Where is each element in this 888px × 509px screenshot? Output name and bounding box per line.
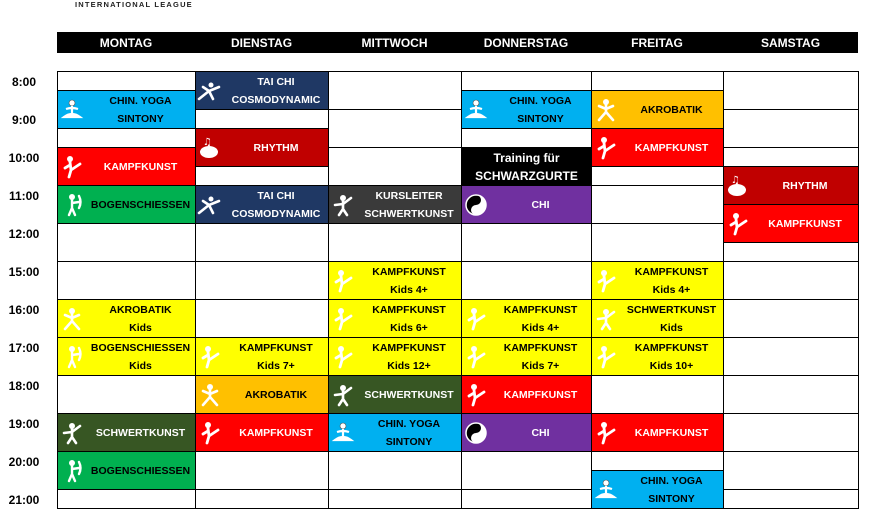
event-label — [620, 139, 723, 157]
day-header-mittwoch: MITTWOCH — [328, 32, 461, 53]
day-header-samstag: SAMSTAG — [723, 32, 858, 53]
event-subtitle: Kids 12+ — [387, 359, 431, 372]
event-title: Training für — [493, 150, 560, 165]
event-title: SCHWERTKUNST — [626, 303, 717, 316]
event-bogenschiessen — [57, 337, 196, 376]
event-label — [224, 187, 328, 223]
schedule-cell — [195, 489, 329, 509]
yoga-icon — [592, 471, 620, 508]
time-label: 16:00 — [8, 303, 40, 317]
event-title: AKROBATIK — [244, 388, 308, 401]
event-kampfkunst — [461, 299, 592, 338]
schedule-cell — [328, 489, 462, 509]
event-label — [490, 92, 591, 128]
schedule-cell — [723, 375, 859, 414]
event-title: SCHWERTKUNST — [364, 388, 454, 401]
svg-text:♫: ♫ — [203, 136, 212, 148]
event-akrobatik — [57, 299, 196, 338]
yinyang-icon — [462, 414, 490, 451]
kick-icon — [592, 338, 620, 375]
event-label — [224, 386, 328, 404]
schedule-cell — [723, 109, 859, 148]
schedule-cell — [57, 489, 196, 509]
schedule-cell — [328, 223, 462, 262]
schedule-cell — [723, 489, 859, 509]
event-subtitle: COSMODYNAMIC — [231, 93, 321, 106]
event-title: RHYTHM — [253, 141, 299, 154]
event-title: BOGENSCHIESSEN — [90, 464, 191, 477]
event-title: KAMPFKUNST — [503, 303, 578, 316]
event-kampfkunst — [328, 299, 462, 338]
event-label — [224, 73, 328, 109]
event-training-f-r — [461, 147, 592, 186]
event-title: RHYTHM — [782, 179, 828, 192]
schedule-cell — [591, 223, 724, 262]
archer-icon — [58, 186, 86, 223]
event-title: CHI — [531, 426, 550, 439]
taichi-icon — [196, 72, 224, 109]
schedule-cell — [57, 375, 196, 414]
event-subtitle: Kids 7+ — [257, 359, 295, 372]
event-label — [86, 158, 195, 176]
event-subtitle: Kids 6+ — [390, 321, 428, 334]
event-label — [357, 187, 461, 223]
kick-icon — [592, 262, 620, 299]
event-label — [86, 92, 195, 128]
event-chi — [461, 185, 592, 224]
event-title: KAMPFKUNST — [634, 141, 709, 154]
event-schwertkunst — [591, 299, 724, 338]
sword-icon — [329, 376, 357, 413]
time-label: 11:00 — [8, 189, 40, 203]
kick-icon — [58, 148, 86, 185]
event-title: TAI CHI — [257, 189, 295, 202]
schedule-cell — [195, 299, 329, 338]
event-title: KAMPFKUNST — [103, 160, 178, 173]
event-chin-yoga — [57, 90, 196, 129]
event-title: KAMPFKUNST — [503, 341, 578, 354]
event-bogenschiessen — [57, 185, 196, 224]
schedule-cell — [57, 223, 196, 262]
drum-icon — [196, 129, 224, 166]
time-label: 12:00 — [8, 227, 40, 241]
event-rhythm — [195, 128, 329, 167]
event-title: KAMPFKUNST — [634, 426, 709, 439]
event-subtitle: COSMODYNAMIC — [231, 207, 321, 220]
schedule-cell — [461, 223, 592, 262]
event-subtitle: Kids — [660, 321, 683, 334]
event-title: CHIN. YOGA — [509, 94, 572, 107]
day-header-montag: MONTAG — [57, 32, 195, 53]
event-label — [86, 424, 195, 442]
schedule-cell — [723, 337, 859, 376]
event-label — [620, 472, 723, 508]
event-subtitle: Kids — [129, 359, 152, 372]
day-header-dienstag: DIENSTAG — [195, 32, 328, 53]
event-label — [224, 339, 328, 375]
kick-icon — [462, 300, 490, 337]
kick-icon — [592, 129, 620, 166]
event-title: BOGENSCHIESSEN — [90, 341, 191, 354]
schedule-cell — [328, 109, 462, 148]
event-subtitle: SINTONY — [385, 435, 433, 448]
schedule-cell — [461, 489, 592, 509]
event-label — [752, 215, 858, 233]
event-kampfkunst — [723, 204, 859, 243]
event-label — [620, 263, 723, 299]
event-label — [357, 339, 461, 375]
event-kursleiter — [328, 185, 462, 224]
event-tai-chi — [195, 185, 329, 224]
schedule-cell — [723, 261, 859, 300]
yinyang-icon — [462, 186, 490, 223]
kick-icon — [592, 414, 620, 451]
event-kampfkunst — [591, 337, 724, 376]
schedule-cell — [591, 375, 724, 414]
event-label — [86, 462, 195, 480]
time-label: 17:00 — [8, 341, 40, 355]
event-label — [357, 386, 461, 404]
schedule-cell — [461, 451, 592, 490]
event-label — [620, 301, 723, 337]
event-akrobatik — [591, 90, 724, 129]
schedule-cell — [723, 299, 859, 338]
event-subtitle: SINTONY — [517, 112, 564, 125]
time-label: 21:00 — [8, 493, 40, 507]
event-title: BOGENSCHIESSEN — [90, 198, 191, 211]
event-title: KAMPFKUNST — [372, 265, 446, 278]
kick-icon — [724, 205, 752, 242]
event-subtitle: SINTONY — [648, 492, 695, 505]
acrobat-icon — [196, 376, 224, 413]
acrobat-icon — [592, 91, 620, 128]
day-header-freitag: FREITAG — [591, 32, 723, 53]
event-schwertkunst — [57, 413, 196, 452]
time-label: 20:00 — [8, 455, 40, 469]
sword-icon — [58, 414, 86, 451]
event-title: CHIN. YOGA — [640, 474, 703, 487]
event-subtitle: Kids 7+ — [521, 359, 560, 372]
event-kampfkunst — [461, 337, 592, 376]
archer-icon — [58, 452, 86, 489]
event-label — [620, 424, 723, 442]
event-title: AKROBATIK — [640, 103, 703, 116]
time-label: 19:00 — [8, 417, 40, 431]
kick-icon — [196, 414, 224, 451]
event-title: CHI — [531, 198, 550, 211]
event-title: KAMPFKUNST — [768, 217, 842, 230]
time-label: 18:00 — [8, 379, 40, 393]
event-kampfkunst — [328, 337, 462, 376]
event-title: KAMPFKUNST — [372, 341, 446, 354]
event-label — [752, 177, 858, 195]
event-label — [86, 196, 195, 214]
event-label — [224, 139, 328, 157]
event-kampfkunst — [591, 128, 724, 167]
event-chi — [461, 413, 592, 452]
time-label: 15:00 — [8, 265, 40, 279]
event-subtitle: Kids 10+ — [649, 359, 694, 372]
event-subtitle: Kids 4+ — [390, 283, 428, 296]
event-tai-chi — [195, 71, 329, 110]
event-label — [86, 301, 195, 337]
event-label — [490, 424, 591, 442]
event-title: KAMPFKUNST — [503, 388, 578, 401]
kick-icon — [462, 376, 490, 413]
event-title: TAI CHI — [257, 75, 295, 88]
event-subtitle: SCHWERTKUNST — [364, 207, 454, 220]
event-kampfkunst — [461, 375, 592, 414]
schedule-cell — [57, 261, 196, 300]
taichi-icon — [196, 186, 224, 223]
sword-icon — [329, 186, 357, 223]
svg-text:♫: ♫ — [731, 174, 740, 186]
event-label — [490, 196, 591, 214]
yoga-icon — [462, 91, 490, 128]
event-title: KAMPFKUNST — [372, 303, 446, 316]
event-label — [357, 263, 461, 299]
schedule-cell — [328, 147, 462, 186]
schedule-cell — [195, 261, 329, 300]
schedule-cell — [195, 223, 329, 262]
event-title: KURSLEITER — [375, 189, 443, 202]
kick-icon — [196, 338, 224, 375]
event-kampfkunst — [195, 413, 329, 452]
event-bogenschiessen — [57, 451, 196, 490]
day-header-donnerstag: DONNERSTAG — [461, 32, 591, 53]
event-label — [357, 415, 461, 451]
event-kampfkunst — [195, 337, 329, 376]
event-kampfkunst — [328, 261, 462, 300]
event-rhythm — [723, 166, 859, 205]
yoga-icon — [58, 91, 86, 128]
drum-icon — [724, 167, 752, 204]
event-subtitle: SINTONY — [117, 112, 164, 125]
event-kampfkunst — [591, 261, 724, 300]
archer-icon — [58, 338, 86, 375]
kick-icon — [462, 338, 490, 375]
event-subtitle: Kids 4+ — [652, 283, 691, 296]
event-subtitle: SCHWARZGURTE — [475, 168, 578, 183]
yoga-icon — [329, 414, 357, 451]
event-title: KAMPFKUNST — [634, 341, 709, 354]
event-title: KAMPFKUNST — [239, 426, 313, 439]
event-label — [490, 339, 591, 375]
acrobat-icon — [58, 300, 86, 337]
event-title: KAMPFKUNST — [239, 341, 313, 354]
schedule-cell — [591, 185, 724, 224]
event-akrobatik — [195, 375, 329, 414]
event-subtitle: Kids — [129, 321, 152, 334]
event-title: KAMPFKUNST — [634, 265, 709, 278]
schedule-cell — [328, 451, 462, 490]
event-label — [620, 339, 723, 375]
event-subtitle: Kids 4+ — [521, 321, 560, 334]
kick-icon — [329, 338, 357, 375]
league-title: INTERNATIONAL LEAGUE — [75, 0, 193, 9]
event-title: CHIN. YOGA — [109, 94, 172, 107]
event-label — [490, 301, 591, 337]
event-kampfkunst — [57, 147, 196, 186]
schedule-cell — [723, 413, 859, 452]
event-label — [462, 149, 591, 185]
event-title: CHIN. YOGA — [377, 417, 441, 430]
event-chin-yoga — [591, 470, 724, 509]
event-label — [86, 339, 195, 375]
event-label — [357, 301, 461, 337]
schedule-cell — [723, 71, 859, 110]
event-label — [620, 101, 723, 119]
schedule-cell — [461, 261, 592, 300]
schedule-cell — [723, 451, 859, 490]
event-chin-yoga — [328, 413, 462, 452]
schedule-cell — [328, 71, 462, 110]
time-label: 8:00 — [11, 75, 37, 89]
time-label: 10:00 — [8, 151, 40, 165]
event-chin-yoga — [461, 90, 592, 129]
event-schwertkunst — [328, 375, 462, 414]
kick-icon — [329, 300, 357, 337]
time-label: 9:00 — [11, 113, 37, 127]
event-label — [224, 424, 328, 442]
sword-icon — [592, 300, 620, 337]
kick-icon — [329, 262, 357, 299]
event-kampfkunst — [591, 413, 724, 452]
event-label — [490, 386, 591, 404]
schedule-cell — [195, 451, 329, 490]
event-title: SCHWERTKUNST — [95, 426, 186, 439]
event-title: AKROBATIK — [109, 303, 172, 316]
